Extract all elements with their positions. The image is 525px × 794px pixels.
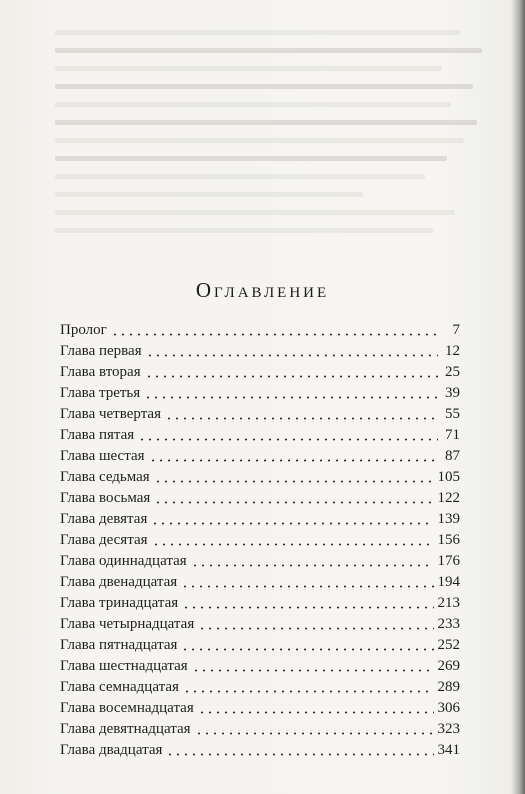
dot-leader <box>182 606 433 609</box>
dot-leader <box>138 438 438 441</box>
dot-leader <box>198 711 434 714</box>
toc-entry <box>60 572 460 593</box>
toc-entry <box>60 383 460 404</box>
toc-entry-page-number: 306 <box>437 700 460 716</box>
toc-entry <box>60 551 460 572</box>
dot-leader <box>181 648 433 651</box>
toc-entry <box>60 425 460 446</box>
toc-entry-page-number: 25 <box>445 364 460 380</box>
toc-entry <box>60 320 460 341</box>
toc-entry-page-number: 213 <box>437 595 460 611</box>
dot-leader <box>181 585 433 588</box>
toc-entry <box>60 677 460 698</box>
dot-leader <box>146 354 438 357</box>
dot-leader <box>145 375 438 378</box>
toc-entry <box>60 530 460 551</box>
toc-entry-page-number: 39 <box>445 385 460 401</box>
toc-entry <box>60 698 460 719</box>
toc-entry-page-number: 7 <box>452 322 460 338</box>
table-of-contents <box>60 320 460 761</box>
toc-entry-page-number: 341 <box>437 742 460 758</box>
toc-entry-page-number: 156 <box>437 532 460 548</box>
toc-entry-label: Глава двадцатая <box>60 742 163 758</box>
bleed-through-text <box>55 30 495 280</box>
toc-entry-label: Глава одиннадцатая <box>60 553 187 569</box>
toc-entry-label: Глава третья <box>60 385 141 401</box>
toc-entry <box>60 614 460 635</box>
toc-entry-page-number: 139 <box>437 511 460 527</box>
toc-entry-label: Глава двенадцатая <box>60 574 178 590</box>
toc-entry-page-number: 12 <box>445 343 460 359</box>
toc-entry-label: Глава вторая <box>60 364 141 380</box>
dot-leader <box>183 690 434 693</box>
toc-entry-page-number: 252 <box>437 637 460 653</box>
toc-entry <box>60 740 460 761</box>
toc-entry-label: Глава пятая <box>60 427 135 443</box>
toc-entry-label: Глава тринадцатая <box>60 595 179 611</box>
dot-leader <box>154 501 433 504</box>
dot-leader <box>195 732 434 735</box>
toc-entry-page-number: 323 <box>437 721 460 737</box>
toc-entry <box>60 362 460 383</box>
toc-entry-label: Глава четырнадцатая <box>60 616 195 632</box>
toc-entry-page-number: 289 <box>437 679 460 695</box>
toc-entry-label: Глава десятая <box>60 532 148 548</box>
toc-entry <box>60 404 460 425</box>
dot-leader <box>149 459 438 462</box>
dot-leader <box>144 396 438 399</box>
toc-entry-page-number: 55 <box>445 406 460 422</box>
book-edge-shadow <box>511 0 525 794</box>
dot-leader <box>166 753 433 756</box>
dot-leader <box>191 564 434 567</box>
toc-entry-label: Глава восьмая <box>60 490 151 506</box>
toc-title: Оглавление <box>195 278 330 302</box>
toc-entry-label: Пролог <box>60 322 107 338</box>
toc-entry <box>60 719 460 740</box>
toc-entry-page-number: 105 <box>437 469 460 485</box>
dot-leader <box>165 417 438 420</box>
toc-entry <box>60 467 460 488</box>
toc-entry <box>60 446 460 467</box>
dot-leader <box>154 480 434 483</box>
toc-entry-label: Глава пятнадцатая <box>60 637 178 653</box>
toc-entry <box>60 488 460 509</box>
dot-leader <box>151 522 433 525</box>
toc-entry-label: Глава шестая <box>60 448 145 464</box>
toc-entry-page-number: 269 <box>437 658 460 674</box>
toc-entry <box>60 635 460 656</box>
toc-entry-label: Глава первая <box>60 343 142 359</box>
toc-entry-page-number: 233 <box>437 616 460 632</box>
toc-entry-label: Глава девятнадцатая <box>60 721 191 737</box>
toc-entry-label: Глава девятая <box>60 511 148 527</box>
dot-leader <box>192 669 434 672</box>
toc-entry-label: Глава четвертая <box>60 406 161 422</box>
toc-entry <box>60 656 460 677</box>
toc-entry-label: Глава шестнадцатая <box>60 658 188 674</box>
toc-entry <box>60 509 460 530</box>
toc-entry-label: Глава седьмая <box>60 469 150 485</box>
toc-entry-label: Глава семнадцатая <box>60 679 179 695</box>
dot-leader <box>198 627 433 630</box>
dot-leader <box>111 333 438 336</box>
toc-entry-page-number: 122 <box>437 490 460 506</box>
toc-entry-label: Глава восемнадцатая <box>60 700 194 716</box>
toc-entry-page-number: 87 <box>445 448 460 464</box>
toc-entry-page-number: 194 <box>437 574 460 590</box>
toc-entry-page-number: 71 <box>445 427 460 443</box>
toc-entry-page-number: 176 <box>437 553 460 569</box>
toc-entry <box>60 593 460 614</box>
dot-leader <box>152 543 434 546</box>
toc-entry <box>60 341 460 362</box>
